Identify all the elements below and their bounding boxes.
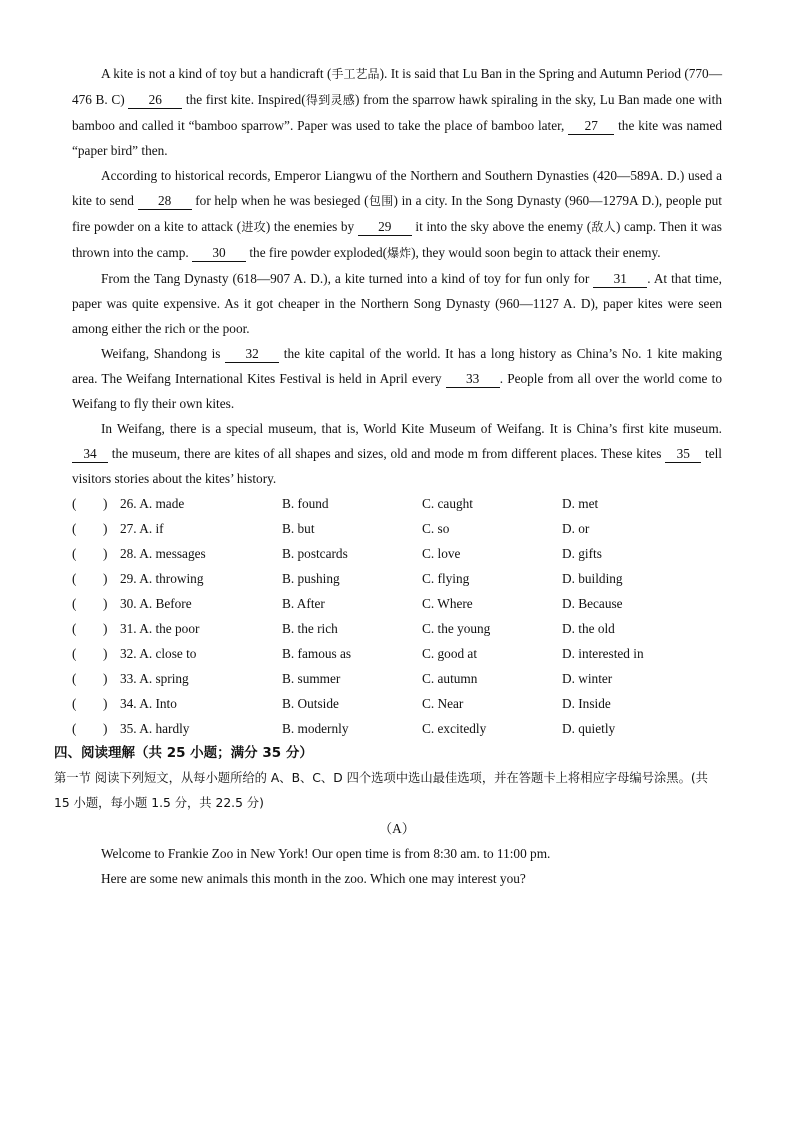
- option-a: 33. A. spring: [120, 671, 189, 686]
- answer-paren[interactable]: ( ): [72, 696, 108, 711]
- answer-paren[interactable]: ( ): [72, 521, 108, 536]
- paragraph-text: the kite was named “paper bird” then.: [72, 118, 722, 158]
- blank-28[interactable]: 28: [138, 193, 192, 210]
- paragraph-text: the fire powder exploded(: [246, 245, 388, 260]
- option-d: D. quietly: [562, 721, 616, 736]
- option-a: 28. A. messages: [120, 546, 206, 561]
- blank-26[interactable]: 26: [128, 92, 182, 109]
- paragraph-text: Weifang, Shandong is: [101, 346, 226, 361]
- reading-line-2: Here are some new animals this month in the zoo. Which one may interest you?: [101, 871, 526, 886]
- answer-paren[interactable]: ( ): [72, 571, 108, 586]
- blank-29[interactable]: 29: [358, 219, 412, 236]
- question-row-35: [72, 716, 722, 741]
- blank-27[interactable]: 27: [568, 118, 614, 135]
- option-d: D. the old: [562, 621, 615, 636]
- option-b: B. postcards: [282, 546, 348, 561]
- option-d: D. interested in: [562, 646, 644, 661]
- paragraph-text: A kite is not a kind of toy but a handicraft (: [101, 66, 332, 81]
- chinese-gloss: 敌人: [591, 220, 616, 234]
- option-c: C. so: [422, 521, 450, 536]
- chinese-gloss: 进攻: [241, 220, 266, 234]
- question-row-34: [72, 691, 722, 716]
- question-row-28: [72, 541, 722, 566]
- paragraph-text: According to historical records, Emperor Liangwu of the Northern and Southern Dynasties (420—589A. D.) used a kite to send: [72, 168, 722, 208]
- answer-paren[interactable]: ( ): [72, 671, 108, 686]
- paragraph-text: tell visitors stories about the kites’ history.: [72, 446, 722, 486]
- option-d: D. met: [562, 496, 599, 511]
- option-d: D. winter: [562, 671, 613, 686]
- cloze-paragraph-5: [72, 416, 722, 491]
- option-b: B. After: [282, 596, 325, 611]
- option-b: B. the rich: [282, 621, 338, 636]
- blank-35[interactable]: 35: [665, 446, 701, 463]
- option-a: 34. A. Into: [120, 696, 177, 711]
- paragraph-text: ), they would soon begin to attack their enemy.: [411, 245, 661, 260]
- blank-33[interactable]: 33: [446, 371, 500, 388]
- option-d: D. gifts: [562, 546, 602, 561]
- paragraph-text: . At that time, paper was quite expensive. As it got cheaper in the Northern Song Dynasty (960—1127 A. D), paper kites were seen among either the rich or the poor.: [72, 271, 722, 336]
- option-c: C. caught: [422, 496, 473, 511]
- chinese-gloss: 爆炸: [387, 246, 412, 260]
- paragraph-text: ). It is said that Lu Ban in the Spring and Autumn Period (770—476 B. C): [72, 66, 722, 107]
- option-a: 30. A. Before: [120, 596, 192, 611]
- exam-page: [54, 61, 723, 891]
- paragraph-text: for help when he was besieged (: [191, 193, 369, 208]
- option-d: D. or: [562, 521, 590, 536]
- cloze-paragraph-4: [72, 341, 722, 416]
- paragraph-text: ) the enemies by: [265, 219, 358, 234]
- option-d: D. Inside: [562, 696, 611, 711]
- chinese-gloss: 包围: [368, 194, 394, 208]
- question-row-26: [72, 491, 722, 516]
- blank-34[interactable]: 34: [72, 446, 108, 463]
- option-b: B. Outside: [282, 696, 339, 711]
- option-c: C. excitedly: [422, 721, 487, 736]
- chinese-gloss: 得到灵感: [305, 93, 356, 107]
- answer-paren[interactable]: ( ): [72, 621, 108, 636]
- answer-paren[interactable]: ( ): [72, 646, 108, 661]
- paragraph-text: . People from all over the world come to Weifang to fly their own kites.: [72, 371, 723, 411]
- cloze-paragraph-3: [72, 266, 722, 341]
- paragraph-text: From the Tang Dynasty (618—907 A. D.), a kite turned into a kind of toy for fun only for: [101, 271, 594, 286]
- option-c: C. good at: [422, 646, 478, 661]
- paragraph-text: it into the sky above the enemy (: [411, 219, 592, 234]
- question-row-31: [72, 616, 722, 641]
- question-row-32: [72, 641, 722, 666]
- option-b: B. but: [282, 521, 315, 536]
- option-b: B. pushing: [282, 571, 340, 586]
- reading-line-1: Welcome to Frankie Zoo in New York! Our open time is from 8:30 am. to 11:00 pm.: [101, 846, 551, 861]
- option-b: B. found: [282, 496, 329, 511]
- section-instruction: 第一节 阅读下列短文，从每小题所给的 A、B、C、D 四个选项中选山最佳选项，并在答题卡上将相应字母编号涂黑。(共 15 小题，每小题 1.5 分，共 22.5 分): [54, 771, 708, 810]
- paragraph-text: ) camp. Then it was thrown into the camp.: [72, 219, 722, 260]
- paragraph-text: ) in a city. In the Song Dynasty (960—1279A D.), people put fire powder on a kite to attack (: [72, 193, 722, 234]
- paragraph-text: ) from the sparrow hawk spiraling in the sky, Lu Ban made one with bamboo and called it “bamboo sparrow”. Paper was used to take the place of bamboo later,: [72, 92, 722, 133]
- option-c: C. autumn: [422, 671, 478, 686]
- paragraph-text: In Weifang, there is a special museum, that is, World Kite Museum of Weifang. It is China’s first kite museum.: [101, 421, 722, 436]
- option-a: 32. A. close to: [120, 646, 197, 661]
- option-a: 29. A. throwing: [120, 571, 204, 586]
- answer-paren[interactable]: ( ): [72, 546, 108, 561]
- cloze-paragraph-1: [72, 61, 722, 163]
- option-b: B. modernly: [282, 721, 349, 736]
- option-d: D. Because: [562, 596, 623, 611]
- question-row-27: [72, 516, 722, 541]
- option-c: C. the young: [422, 621, 491, 636]
- option-b: B. summer: [282, 671, 341, 686]
- answer-paren[interactable]: ( ): [72, 496, 108, 511]
- answer-paren[interactable]: ( ): [72, 721, 108, 736]
- option-a: 26. A. made: [120, 496, 185, 511]
- chinese-gloss: 手工艺品: [331, 67, 380, 81]
- question-row-30: [72, 591, 722, 616]
- options-list: [72, 491, 722, 741]
- option-c: C. Near: [422, 696, 464, 711]
- option-c: C. flying: [422, 571, 470, 586]
- option-b: B. famous as: [282, 646, 352, 661]
- section-heading: 四、阅读理解（共 25 小题；满分 35 分）: [54, 745, 313, 761]
- option-a: 31. A. the poor: [120, 621, 200, 636]
- answer-paren[interactable]: ( ): [72, 596, 108, 611]
- question-row-29: [72, 566, 722, 591]
- option-d: D. building: [562, 571, 623, 586]
- blank-31[interactable]: 31: [593, 271, 647, 288]
- blank-30[interactable]: 30: [192, 245, 246, 262]
- passage-label: （A）: [378, 821, 416, 836]
- paragraph-text: the kite capital of the world. It has a long history as China’s No. 1 kite making area. The Weifang International Kites Festival is held in April every: [72, 346, 722, 386]
- option-c: C. Where: [422, 596, 473, 611]
- paragraph-text: the museum, there are kites of all shapes and sizes, old and mode m from different places. These kites: [108, 446, 666, 461]
- question-row-33: [72, 666, 722, 691]
- blank-32[interactable]: 32: [225, 346, 279, 363]
- paragraph-text: the first kite. Inspired(: [182, 92, 306, 107]
- option-a: 35. A. hardly: [120, 721, 190, 736]
- option-a: 27. A. if: [120, 521, 164, 536]
- cloze-paragraph-2: [72, 163, 722, 266]
- option-c: C. love: [422, 546, 461, 561]
